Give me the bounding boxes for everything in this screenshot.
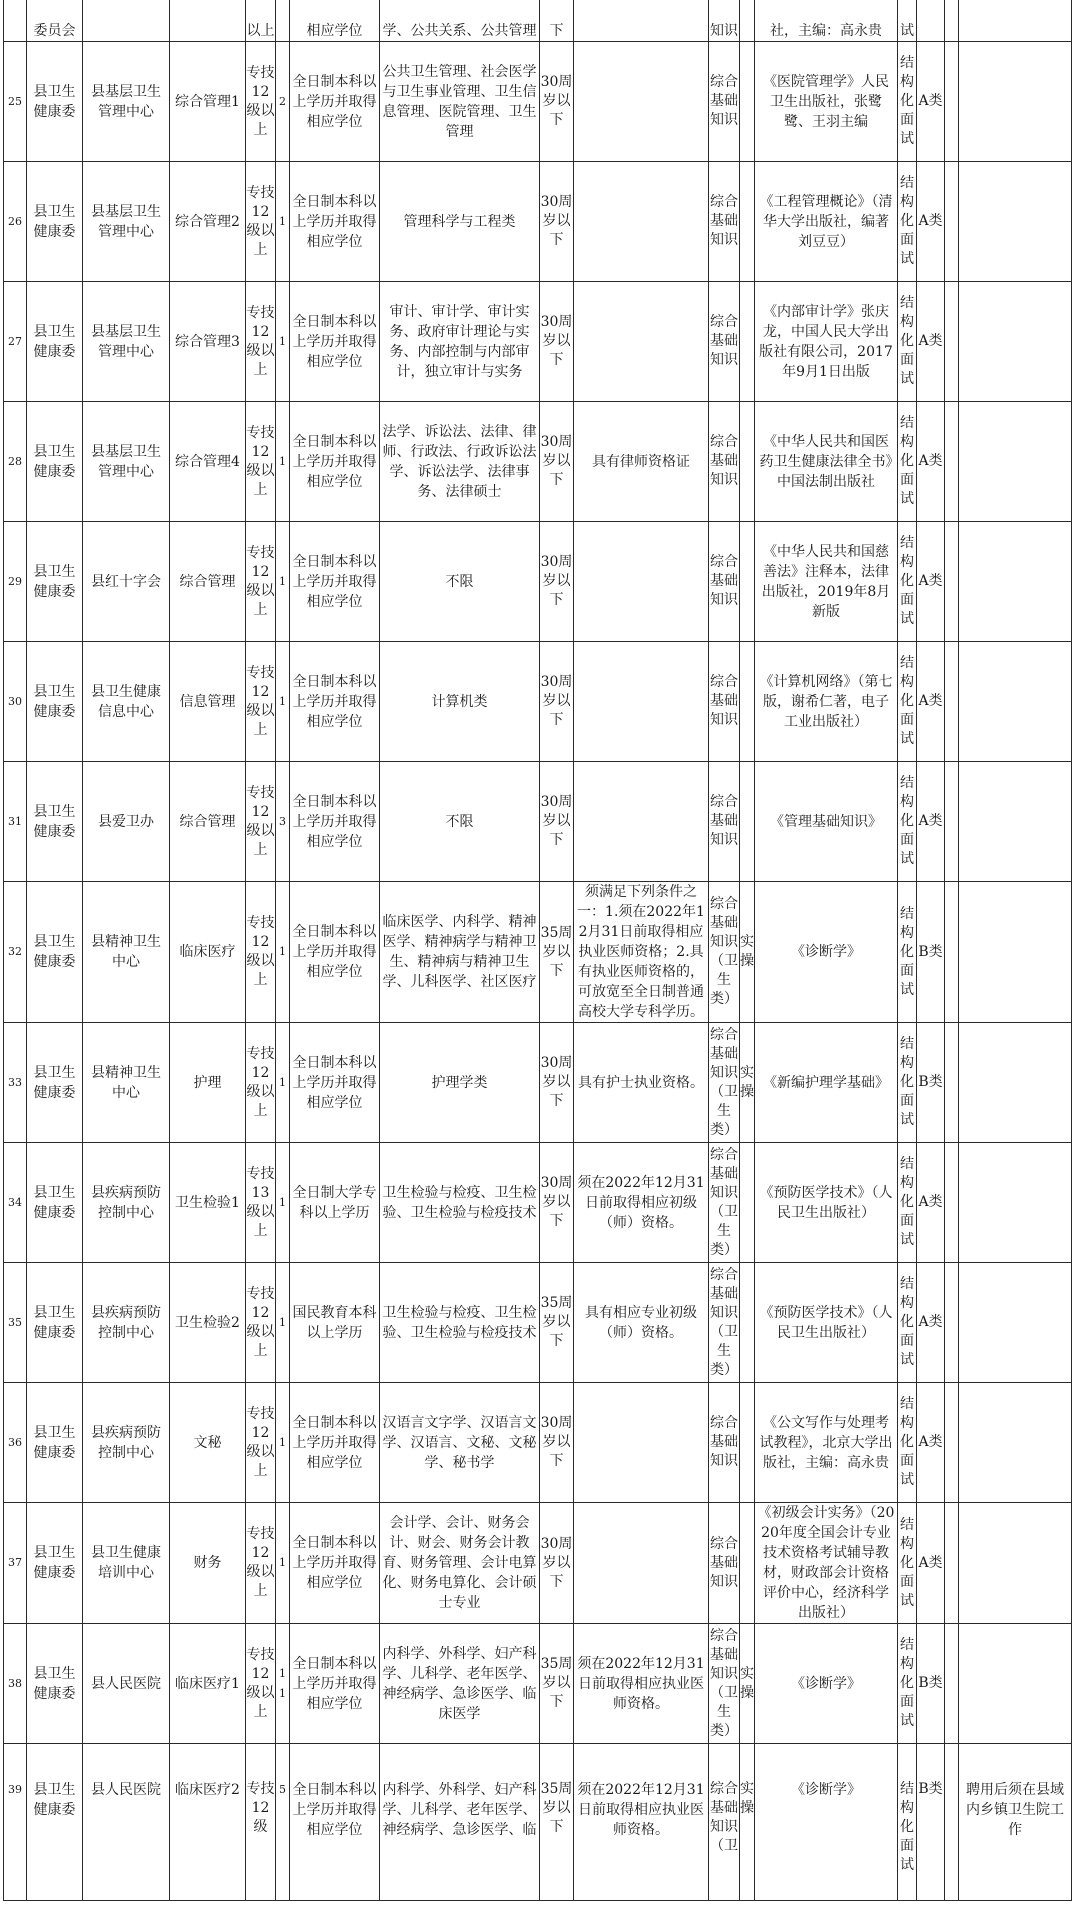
cell-note — [959, 42, 1072, 162]
cell-method: 结构化面试 — [898, 762, 917, 882]
cell-age: 35周岁以下 — [540, 1263, 574, 1383]
cell-blank — [945, 1383, 959, 1503]
cell-category: B类 — [917, 1624, 945, 1744]
cell-blank — [945, 42, 959, 162]
cell-age: 30周岁以下 — [540, 1023, 574, 1143]
cell-note — [959, 0, 1072, 42]
cell-rank: 专技12级以上 — [246, 1624, 276, 1744]
cell-category: A类 — [917, 642, 945, 762]
cell-exam: 知识 — [709, 0, 740, 42]
cell-dept: 县卫生健康委 — [27, 1263, 83, 1383]
cell-dept: 县卫生健康委 — [27, 882, 83, 1023]
cell-unit: 县红十字会 — [83, 522, 170, 642]
cell-skill — [740, 1263, 755, 1383]
cell-skill — [740, 282, 755, 402]
cell-note — [959, 282, 1072, 402]
cell-skill — [740, 0, 755, 42]
cell-count: 1 — [276, 882, 290, 1023]
cell-unit: 县基层卫生管理中心 — [83, 402, 170, 522]
cell-blank — [945, 1744, 959, 1901]
cell-blank — [945, 162, 959, 282]
cell-skill — [740, 1503, 755, 1624]
cell-education: 全日制本科以上学历并取得相应学位 — [290, 1023, 380, 1143]
cell-age: 30周岁以下 — [540, 402, 574, 522]
table-row — [4, 1624, 1072, 1744]
cell-post: 综合管理4 — [170, 402, 246, 522]
cell-rank: 专技12级以上 — [246, 882, 276, 1023]
cell-major: 护理学类 — [380, 1023, 540, 1143]
cell-category: A类 — [917, 402, 945, 522]
cell-education: 全日制本科以上学历并取得相应学位 — [290, 162, 380, 282]
cell-skill — [740, 162, 755, 282]
cell-rank: 专技12级以上 — [246, 282, 276, 402]
cell-major: 审计、审计学、审计实务、政府审计理论与实务、内部控制与内部审计，独立审计与实务 — [380, 282, 540, 402]
cell-dept: 县卫生健康委 — [27, 522, 83, 642]
cell-book: 《新编护理学基础》 — [755, 1023, 898, 1143]
cell-blank — [945, 1503, 959, 1624]
cell-no: 34 — [4, 1143, 27, 1263]
cell-category: A类 — [917, 1143, 945, 1263]
cell-no: 32 — [4, 882, 27, 1023]
cell-post: 卫生检验1 — [170, 1143, 246, 1263]
cell-no: 36 — [4, 1383, 27, 1503]
table-row — [4, 282, 1072, 402]
cell-age: 35周岁以下 — [540, 882, 574, 1023]
cell-method: 结构化面试 — [898, 1143, 917, 1263]
cell-book: 《中华人民共和国医药卫生健康法律全书》中国法制出版社 — [755, 402, 898, 522]
cell-age: 30周岁以下 — [540, 522, 574, 642]
cell-major: 内科学、外科学、妇产科学、儿科学、老年医学、神经病学、急诊医学、临 — [380, 1744, 540, 1901]
cell-skill — [740, 642, 755, 762]
cell-note — [959, 1383, 1072, 1503]
cell-unit: 县基层卫生管理中心 — [83, 42, 170, 162]
cell-dept: 县卫生健康委 — [27, 1624, 83, 1744]
cell-note — [959, 402, 1072, 522]
cell-other: 具有律师资格证 — [574, 402, 709, 522]
cell-rank: 专技12级以上 — [246, 162, 276, 282]
cell-book: 《管理基础知识》 — [755, 762, 898, 882]
cell-count: 1 — [276, 162, 290, 282]
cell-note — [959, 162, 1072, 282]
cell-count: 1 — [276, 1143, 290, 1263]
cell-skill — [740, 1143, 755, 1263]
table-row — [4, 42, 1072, 162]
cell-unit: 县疾病预防控制中心 — [83, 1383, 170, 1503]
cell-book: 《医院管理学》人民卫生出版社，张鹭鹭、王羽主编 — [755, 42, 898, 162]
cell-method: 结构化面试 — [898, 1744, 917, 1901]
cell-age: 30周岁以下 — [540, 762, 574, 882]
cell-other — [574, 0, 709, 42]
cell-major: 卫生检验与检疫、卫生检验、卫生检验与检疫技术 — [380, 1143, 540, 1263]
cell-unit — [83, 0, 170, 42]
cell-post: 综合管理 — [170, 522, 246, 642]
cell-method: 结构化面试 — [898, 1624, 917, 1744]
cell-rank: 专技12级以上 — [246, 402, 276, 522]
cell-skill — [740, 42, 755, 162]
cell-category — [917, 0, 945, 42]
cell-post: 临床医疗2 — [170, 1744, 246, 1901]
cell-dept: 县卫生健康委 — [27, 162, 83, 282]
cell-count: 1 — [276, 1383, 290, 1503]
cell-method: 结构化面试 — [898, 42, 917, 162]
cell-count: 1 — [276, 522, 290, 642]
cell-other — [574, 42, 709, 162]
cell-education: 全日制本科以上学历并取得相应学位 — [290, 282, 380, 402]
cell-note — [959, 1503, 1072, 1624]
cell-education: 全日制本科以上学历并取得相应学位 — [290, 1503, 380, 1624]
cell-unit: 县人民医院 — [83, 1744, 170, 1901]
cell-unit: 县爱卫办 — [83, 762, 170, 882]
cell-book: 《工程管理概论》（清华大学出版社，编著刘豆豆） — [755, 162, 898, 282]
cell-major: 不限 — [380, 522, 540, 642]
cell-major: 计算机类 — [380, 642, 540, 762]
table-row — [4, 1143, 1072, 1263]
cell-education: 全日制本科以上学历并取得相应学位 — [290, 1624, 380, 1744]
cell-category: A类 — [917, 1503, 945, 1624]
cell-dept: 县卫生健康委 — [27, 1744, 83, 1901]
cell-no: 27 — [4, 282, 27, 402]
cell-exam: 综合基础知识 — [709, 282, 740, 402]
cell-post: 护理 — [170, 1023, 246, 1143]
cell-book: 《诊断学》 — [755, 1744, 898, 1901]
cell-dept: 县卫生健康委 — [27, 1143, 83, 1263]
cell-book: 《诊断学》 — [755, 882, 898, 1023]
cell-category: A类 — [917, 162, 945, 282]
cell-blank — [945, 1624, 959, 1744]
cell-blank — [945, 1023, 959, 1143]
cell-category: A类 — [917, 282, 945, 402]
cell-no: 35 — [4, 1263, 27, 1383]
cell-exam: 综合基础知识 — [709, 522, 740, 642]
cell-rank: 专技12级 — [246, 1744, 276, 1901]
cell-rank: 专技13级以上 — [246, 1143, 276, 1263]
cell-skill: 实操 — [740, 1744, 755, 1901]
cell-count: 1 — [276, 282, 290, 402]
cell-method: 结构化面试 — [898, 882, 917, 1023]
cell-blank — [945, 282, 959, 402]
cell-no: 25 — [4, 42, 27, 162]
cell-category: A类 — [917, 1263, 945, 1383]
table-row — [4, 642, 1072, 762]
cell-unit: 县人民医院 — [83, 1624, 170, 1744]
cell-skill: 实操 — [740, 1023, 755, 1143]
cell-post: 财务 — [170, 1503, 246, 1624]
cell-unit: 县精神卫生中心 — [83, 1023, 170, 1143]
cell-no: 28 — [4, 402, 27, 522]
cell-method: 结构化面试 — [898, 1503, 917, 1624]
cell-other — [574, 1503, 709, 1624]
cell-skill — [740, 1383, 755, 1503]
cell-post: 临床医疗1 — [170, 1624, 246, 1744]
cell-other: 具有相应专业初级（师）资格。 — [574, 1263, 709, 1383]
cell-count: 2 — [276, 42, 290, 162]
cell-education: 国民教育本科以上学历 — [290, 1263, 380, 1383]
cell-note — [959, 1624, 1072, 1744]
cell-post: 临床医疗 — [170, 882, 246, 1023]
cell-note — [959, 762, 1072, 882]
cell-blank — [945, 0, 959, 42]
cell-note — [959, 882, 1072, 1023]
cell-unit: 县卫生健康培训中心 — [83, 1503, 170, 1624]
cell-count: 1 — [276, 1263, 290, 1383]
recruitment-table — [3, 0, 1072, 1901]
cell-method: 结构化面试 — [898, 1023, 917, 1143]
cell-other — [574, 1383, 709, 1503]
cell-exam: 综合基础知识 — [709, 42, 740, 162]
cell-blank — [945, 522, 959, 642]
cell-method: 结构化面试 — [898, 402, 917, 522]
cell-exam: 综合基础知识（卫 — [709, 1744, 740, 1901]
cell-education: 全日制本科以上学历并取得相应学位 — [290, 402, 380, 522]
cell-no: 33 — [4, 1023, 27, 1143]
table-row — [4, 1263, 1072, 1383]
cell-skill — [740, 522, 755, 642]
cell-post: 综合管理 — [170, 762, 246, 882]
cell-dept: 县卫生健康委 — [27, 1023, 83, 1143]
cell-book: 社，主编：高永贵 — [755, 0, 898, 42]
cell-education: 全日制本科以上学历并取得相应学位 — [290, 522, 380, 642]
cell-note: 聘用后须在县域内乡镇卫生院工作 — [959, 1744, 1072, 1901]
cell-other: 须在2022年12月31日前取得相应执业医师资格。 — [574, 1624, 709, 1744]
cell-blank — [945, 1143, 959, 1263]
cell-count: 5 — [276, 1744, 290, 1901]
cell-exam: 综合基础知识 — [709, 762, 740, 882]
cell-dept: 县卫生健康委 — [27, 1383, 83, 1503]
cell-blank — [945, 762, 959, 882]
cell-count: 1 — [276, 1503, 290, 1624]
cell-major: 汉语言文字学、汉语言文学、汉语言、文秘、文秘学、秘书学 — [380, 1383, 540, 1503]
cell-education: 全日制大学专科以上学历 — [290, 1143, 380, 1263]
cell-method: 结构化面试 — [898, 1263, 917, 1383]
cell-exam: 综合基础知识 — [709, 642, 740, 762]
cell-skill — [740, 402, 755, 522]
cell-other: 须在2022年12月31日前取得相应执业医师资格。 — [574, 1744, 709, 1901]
cell-method: 结构化面试 — [898, 642, 917, 762]
cell-book: 《诊断学》 — [755, 1624, 898, 1744]
cell-skill: 实操 — [740, 1624, 755, 1744]
cell-rank: 专技12级以上 — [246, 1503, 276, 1624]
cell-age: 30周岁以下 — [540, 1383, 574, 1503]
cell-unit: 县基层卫生管理中心 — [83, 282, 170, 402]
cell-no: 31 — [4, 762, 27, 882]
cell-dept: 县卫生健康委 — [27, 42, 83, 162]
cell-age: 30周岁以下 — [540, 642, 574, 762]
cell-no: 37 — [4, 1503, 27, 1624]
cell-education: 相应学位 — [290, 0, 380, 42]
table-row — [4, 1744, 1072, 1901]
cell-unit: 县疾病预防控制中心 — [83, 1263, 170, 1383]
cell-age: 30周岁以下 — [540, 42, 574, 162]
cell-count: 11 — [276, 1624, 290, 1744]
cell-no: 39 — [4, 1744, 27, 1901]
cell-other — [574, 642, 709, 762]
cell-unit: 县基层卫生管理中心 — [83, 162, 170, 282]
cell-category: B类 — [917, 1744, 945, 1901]
cell-age: 30周岁以下 — [540, 282, 574, 402]
cell-category: A类 — [917, 42, 945, 162]
cell-category: A类 — [917, 522, 945, 642]
cell-unit: 县卫生健康信息中心 — [83, 642, 170, 762]
cell-category: A类 — [917, 762, 945, 882]
cell-post: 综合管理3 — [170, 282, 246, 402]
cell-no: 26 — [4, 162, 27, 282]
cell-note — [959, 642, 1072, 762]
cell-rank: 专技12级以上 — [246, 42, 276, 162]
cell-exam: 综合基础知识 — [709, 1503, 740, 1624]
cell-rank: 专技12级以上 — [246, 1263, 276, 1383]
cell-rank: 专技12级以上 — [246, 1023, 276, 1143]
cell-rank: 专技12级以上 — [246, 1383, 276, 1503]
cell-exam: 综合基础知识 — [709, 1383, 740, 1503]
cell-exam: 综合基础知识（卫生类） — [709, 882, 740, 1023]
cell-book: 《初级会计实务》（2020年度全国会计专业技术资格考试辅导教材，财政部会计资格评价中心，经济科学出版社） — [755, 1503, 898, 1624]
cell-exam: 综合基础知识（卫生类） — [709, 1143, 740, 1263]
cell-other — [574, 522, 709, 642]
cell-no: 29 — [4, 522, 27, 642]
cell-skill — [740, 762, 755, 882]
cell-dept: 县卫生健康委 — [27, 282, 83, 402]
cell-exam: 综合基础知识（卫生类） — [709, 1624, 740, 1744]
cell-major: 卫生检验与检疫、卫生检验、卫生检验与检疫技术 — [380, 1263, 540, 1383]
cell-book: 《内部审计学》张庆龙，中国人民大学出版社有限公司，2017年9月1日出版 — [755, 282, 898, 402]
cell-rank: 专技12级以上 — [246, 642, 276, 762]
cell-dept: 县卫生健康委 — [27, 402, 83, 522]
cell-rank: 专技12级以上 — [246, 522, 276, 642]
cell-post: 信息管理 — [170, 642, 246, 762]
table-row — [4, 162, 1072, 282]
cell-note — [959, 1143, 1072, 1263]
cell-post: 卫生检验2 — [170, 1263, 246, 1383]
cell-dept: 县卫生健康委 — [27, 762, 83, 882]
table-row — [4, 762, 1072, 882]
table-row — [4, 1383, 1072, 1503]
cell-exam: 综合基础知识（卫生类） — [709, 1263, 740, 1383]
cell-book: 《预防医学技术》（人民卫生出版社） — [755, 1143, 898, 1263]
cell-category: B类 — [917, 1023, 945, 1143]
cell-other — [574, 162, 709, 282]
cell-note — [959, 1263, 1072, 1383]
cell-major: 学、公共关系、公共管理 — [380, 0, 540, 42]
cell-blank — [945, 642, 959, 762]
cell-age: 下 — [540, 0, 574, 42]
cell-method: 结构化面试 — [898, 282, 917, 402]
table-body — [4, 0, 1072, 1901]
cell-rank: 以上 — [246, 0, 276, 42]
cell-age: 35周岁以下 — [540, 1624, 574, 1744]
cell-dept: 县卫生健康委 — [27, 1503, 83, 1624]
table-row — [4, 0, 1072, 42]
cell-note — [959, 1023, 1072, 1143]
table-row — [4, 882, 1072, 1023]
cell-count: 3 — [276, 762, 290, 882]
cell-post: 综合管理1 — [170, 42, 246, 162]
cell-rank: 专技12级以上 — [246, 762, 276, 882]
cell-education: 全日制本科以上学历并取得相应学位 — [290, 1383, 380, 1503]
cell-major: 法学、诉讼法、法律、律师、行政法、行政诉讼法学、诉讼法学、法律事务、法律硕士 — [380, 402, 540, 522]
cell-education: 全日制本科以上学历并取得相应学位 — [290, 42, 380, 162]
cell-count: 1 — [276, 1023, 290, 1143]
cell-book: 《预防医学技术》（人民卫生出版社） — [755, 1263, 898, 1383]
cell-education: 全日制本科以上学历并取得相应学位 — [290, 882, 380, 1023]
cell-post: 综合管理2 — [170, 162, 246, 282]
cell-unit: 县精神卫生中心 — [83, 882, 170, 1023]
table-row — [4, 1503, 1072, 1624]
cell-category: A类 — [917, 1383, 945, 1503]
cell-count: 1 — [276, 402, 290, 522]
table-row — [4, 522, 1072, 642]
cell-no: 30 — [4, 642, 27, 762]
cell-blank — [945, 882, 959, 1023]
cell-major: 临床医学、内科学、精神医学、精神病学与精神卫生、精神病与精神卫生学、儿科医学、社区医疗 — [380, 882, 540, 1023]
table-row — [4, 402, 1072, 522]
cell-education: 全日制本科以上学历并取得相应学位 — [290, 642, 380, 762]
table-row — [4, 1023, 1072, 1143]
cell-method: 结构化面试 — [898, 162, 917, 282]
cell-other: 须在2022年12月31日前取得相应初级（师）资格。 — [574, 1143, 709, 1263]
cell-exam: 综合基础知识（卫生类） — [709, 1023, 740, 1143]
cell-education: 全日制本科以上学历并取得相应学位 — [290, 762, 380, 882]
cell-count — [276, 0, 290, 42]
cell-major: 不限 — [380, 762, 540, 882]
cell-age: 30周岁以下 — [540, 1503, 574, 1624]
cell-exam: 综合基础知识 — [709, 402, 740, 522]
cell-age: 30周岁以下 — [540, 162, 574, 282]
cell-skill: 实操 — [740, 882, 755, 1023]
cell-dept: 县卫生健康委 — [27, 642, 83, 762]
cell-major: 内科学、外科学、妇产科学、儿科学、老年医学、神经病学、急诊医学、临床医学 — [380, 1624, 540, 1744]
cell-major: 会计学、会计、财务会计、财会、财务会计教育、财务管理、会计电算化、财务电算化、会计硕士专业 — [380, 1503, 540, 1624]
cell-post — [170, 0, 246, 42]
cell-note — [959, 522, 1072, 642]
cell-count: 1 — [276, 642, 290, 762]
cell-education: 全日制本科以上学历并取得相应学位 — [290, 1744, 380, 1901]
cell-method: 试 — [898, 0, 917, 42]
cell-other: 须满足下列条件之一：1.须在2022年12月31日前取得相应执业医师资格；2.具有执业医师资格的，可放宽至全日制普通高校大学专科学历。 — [574, 882, 709, 1023]
cell-major: 管理科学与工程类 — [380, 162, 540, 282]
cell-no — [4, 0, 27, 42]
cell-post: 文秘 — [170, 1383, 246, 1503]
cell-other — [574, 282, 709, 402]
cell-other — [574, 762, 709, 882]
cell-major: 公共卫生管理、社会医学与卫生事业管理、卫生信息管理、医院管理、卫生管理 — [380, 42, 540, 162]
cell-exam: 综合基础知识 — [709, 162, 740, 282]
cell-blank — [945, 1263, 959, 1383]
cell-age: 30周岁以下 — [540, 1143, 574, 1263]
cell-method: 结构化面试 — [898, 522, 917, 642]
cell-book: 《公文写作与处理考试教程》，北京大学出版社，主编：高永贵 — [755, 1383, 898, 1503]
cell-dept: 委员会 — [27, 0, 83, 42]
cell-book: 《中华人民共和国慈善法》注释本，法律出版社，2019年8月新版 — [755, 522, 898, 642]
cell-method: 结构化面试 — [898, 1383, 917, 1503]
cell-category: B类 — [917, 882, 945, 1023]
cell-book: 《计算机网络》（第七版，谢希仁著，电子工业出版社） — [755, 642, 898, 762]
cell-no: 38 — [4, 1624, 27, 1744]
cell-age: 35周岁以下 — [540, 1744, 574, 1901]
cell-blank — [945, 402, 959, 522]
cell-other: 具有护士执业资格。 — [574, 1023, 709, 1143]
cell-unit: 县疾病预防控制中心 — [83, 1143, 170, 1263]
